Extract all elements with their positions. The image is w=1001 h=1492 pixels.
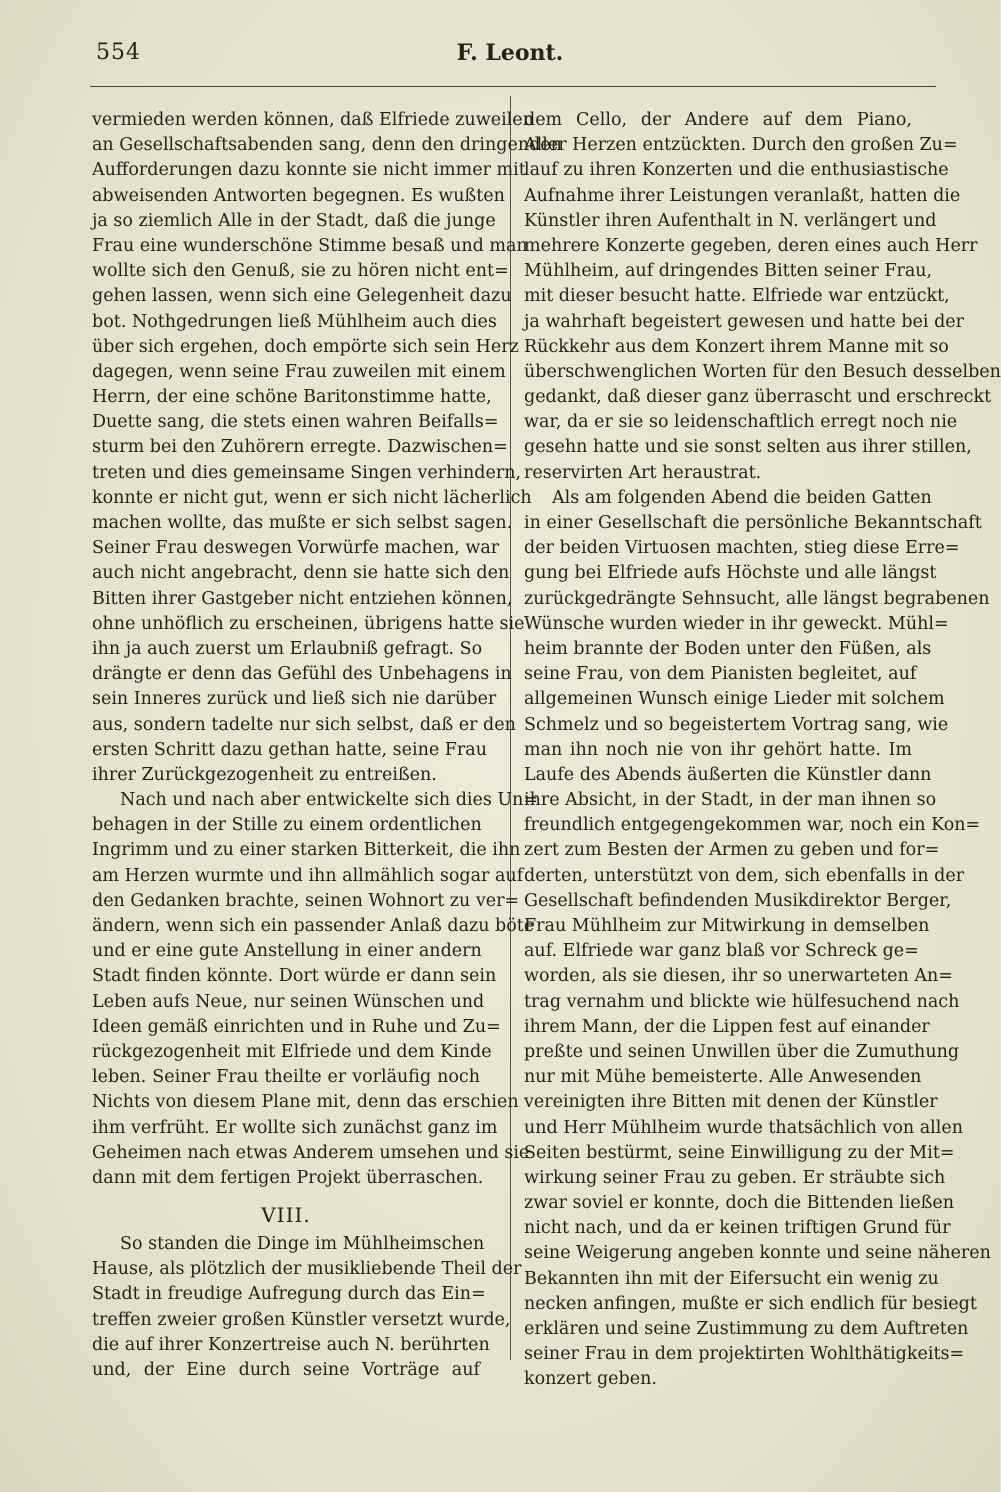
text-line: gesehn hatte und sie sonst selten aus ihrer stillen, xyxy=(524,437,972,458)
text-line: reservirten Art heraustrat. xyxy=(524,462,762,483)
text-line: seine Frau, von dem Pianisten begleitet, auf xyxy=(524,664,917,685)
text-line: Frau eine wunderschöne Stimme besaß und man xyxy=(92,235,528,256)
text-line: ja so ziemlich Alle in der Stadt, daß die junge xyxy=(92,210,496,231)
text-line: lauf zu ihren Konzerten und die enthusiastische xyxy=(524,160,949,181)
text-line: Duette sang, die stets einen wahren Beifalls= xyxy=(92,412,499,433)
text-line: Bekannten ihn mit der Eifersucht ein wenig zu xyxy=(524,1268,939,1289)
text-line: Stadt in freudige Aufregung durch das Ein= xyxy=(92,1284,486,1305)
running-head: F. Leont. xyxy=(456,40,564,66)
text-line: behagen in der Stille zu einem ordentlichen xyxy=(92,815,482,836)
text-line: Stadt finden könnte. Dort würde er dann sein xyxy=(92,966,497,987)
text-line: rückgezogenheit mit Elfriede und dem Kinde xyxy=(92,1041,492,1062)
text-line: aus, sondern tadelte nur sich selbst, daß er den xyxy=(92,714,516,735)
text-line: in einer Gesellschaft die persönliche Bekanntschaft xyxy=(524,513,982,533)
text-line: treffen zweier großen Künstler versetzt wurde, xyxy=(92,1309,511,1330)
paragraph xyxy=(524,486,991,1393)
text-line: vereinigten ihre Bitten mit denen der Künstler xyxy=(524,1092,938,1113)
right-column xyxy=(524,108,1001,1393)
text-line: nicht nach, und da er keinen triftigen Grund für xyxy=(524,1218,951,1239)
text-line: mit dieser besucht hatte. Elfriede war entzückt, xyxy=(524,286,950,307)
text-line: leben. Seiner Frau theilte er vorläufig noch xyxy=(92,1067,480,1088)
text-line: man ihn noch nie von ihr gehört hatte. Im xyxy=(524,739,912,760)
text-line: wirkung seiner Frau zu geben. Er sträubte sich xyxy=(524,1167,946,1188)
text-line: konnte er nicht gut, wenn er sich nicht lächerlich xyxy=(92,487,532,508)
text-line: Wünsche wurden wieder in ihr geweckt. Mühl= xyxy=(524,613,949,634)
paragraph xyxy=(524,108,1001,486)
chapter-heading: VIII. xyxy=(261,1203,311,1228)
text-line: freundlich entgegengekommen war, noch ein Kon= xyxy=(524,815,981,836)
text-line: vermieden werden können, daß Elfriede zuweilen xyxy=(92,110,534,130)
paragraph xyxy=(92,788,539,1191)
text-line: zurückgedrängte Sehnsucht, alle längst begrabenen xyxy=(524,588,990,609)
text-line: dem Cello, der Andere auf dem Piano, xyxy=(524,110,912,130)
text-line: den Gedanken brachte, seinen Wohnort zu ver= xyxy=(92,890,520,911)
text-line: wollte sich den Genuß, sie zu hören nicht ent= xyxy=(92,261,509,282)
text-line: und, der Eine durch seine Vorträge auf xyxy=(92,1360,480,1380)
page-number: 554 xyxy=(96,40,141,65)
text-line: Seiten bestürmt, seine Einwilligung zu der Mit= xyxy=(524,1142,955,1163)
text-line: preßte und seinen Unwillen über die Zumuthung xyxy=(524,1041,960,1062)
text-line: an Gesellschaftsabenden sang, denn den dringenden xyxy=(92,135,562,156)
text-line: trag vernahm und blickte wie hülfesuchend nach xyxy=(524,991,960,1012)
text-line: die auf ihrer Konzertreise auch N. berührten xyxy=(92,1334,490,1355)
text-line: seine Weigerung angeben konnte und seine näheren xyxy=(524,1243,991,1264)
text-line: Ideen gemäß einrichten und in Ruhe und Zu= xyxy=(92,1016,501,1037)
text-line: Mühlheim, auf dringendes Bitten seiner Frau, xyxy=(524,261,933,282)
text-line: gehen lassen, wenn sich eine Gelegenheit dazu xyxy=(92,286,512,307)
text-line: ersten Schritt dazu gethan hatte, seine Frau xyxy=(92,739,487,760)
text-line: dann mit dem fertigen Projekt überraschen. xyxy=(92,1167,484,1188)
text-line: Ingrimm und zu einer starken Bitterkeit, die ihn xyxy=(92,840,521,861)
text-line: ihn ja auch zuerst um Erlaubniß gefragt. So xyxy=(92,638,483,659)
text-line: sturm bei den Zuhörern erregte. Dazwischen= xyxy=(92,437,508,458)
text-line: Aufnahme ihrer Leistungen veranlaßt, hatten die xyxy=(524,185,961,206)
text-line: und er eine gute Anstellung in einer andern xyxy=(92,941,482,962)
text-line: Laufe des Abends äußerten die Künstler dann xyxy=(524,764,932,785)
text-line: war, da er sie so leidenschaftlich erregt noch nie xyxy=(524,412,958,433)
text-line: Künstler ihren Aufenthalt in N. verlängert und xyxy=(524,210,937,231)
text-line: Rückkehr aus dem Konzert ihrem Manne mit so xyxy=(524,336,949,357)
text-line: Leben aufs Neue, nur seinen Wünschen und xyxy=(92,991,485,1012)
header-rule xyxy=(90,86,936,87)
text-line: Aufforderungen dazu konnte sie nicht immer mit xyxy=(92,160,526,181)
text-line: Gesellschaft befindenden Musikdirektor Berger, xyxy=(524,890,952,911)
text-line: über sich ergehen, doch empörte sich sein Herz xyxy=(92,336,519,357)
text-line: ihrem Mann, der die Lippen fest auf einander xyxy=(524,1016,930,1037)
text-line: Herrn, der eine schöne Baritonstimme hatte, xyxy=(92,387,492,408)
text-line: treten und dies gemeinsame Singen verhindern, xyxy=(92,462,522,483)
text-line: ohne unhöflich zu erscheinen, übrigens hatte sie xyxy=(92,613,525,634)
text-line: auf. Elfriede war ganz blaß vor Schreck ge= xyxy=(524,941,919,962)
text-line: abweisenden Antworten begegnen. Es wußten xyxy=(92,185,505,206)
paragraph xyxy=(92,108,562,788)
text-line: nur mit Mühe bemeisterte. Alle Anwesenden xyxy=(524,1067,922,1088)
text-line: ihre Absicht, in der Stadt, in der man ihnen so xyxy=(524,790,937,811)
text-line: worden, als sie diesen, ihr so unerwarteten An= xyxy=(524,966,953,987)
text-line: Nach und nach aber entwickelte sich dies Un= xyxy=(120,790,539,811)
text-line: ihrer Zurückgezogenheit zu entreißen. xyxy=(92,764,437,785)
text-line: allgemeinen Wunsch einige Lieder mit solchem xyxy=(524,689,945,710)
text-line: gung bei Elfriede aufs Höchste und alle längst xyxy=(524,563,937,584)
text-line: Seiner Frau deswegen Vorwürfe machen, war xyxy=(92,538,500,559)
text-line: konzert geben. xyxy=(524,1369,657,1390)
text-line: Frau Mühlheim zur Mitwirkung in demselben xyxy=(524,916,930,936)
text-line: Nichts von diesem Plane mit, denn das erschien xyxy=(92,1092,519,1113)
text-line: seiner Frau in dem projektirten Wohlthätigkeits= xyxy=(524,1344,965,1365)
text-line: und Herr Mühlheim wurde thatsächlich von allen xyxy=(524,1117,963,1138)
text-line: necken anfingen, mußte er sich endlich für besiegt xyxy=(524,1293,977,1314)
text-line: machen wollte, das mußte er sich selbst sagen. xyxy=(92,513,513,533)
text-line: Aller Herzen entzückten. Durch den großen Zu= xyxy=(524,135,958,156)
text-line: ja wahrhaft begeistert gewesen und hatte bei der xyxy=(524,311,964,332)
text-line: derten, unterstützt von dem, sich ebenfalls in der xyxy=(524,865,965,886)
left-column xyxy=(92,108,562,1383)
text-line: auch nicht angebracht, denn sie hatte sich den xyxy=(92,563,510,584)
text-line: am Herzen wurmte und ihn allmählich sogar auf xyxy=(92,865,524,886)
text-line: der beiden Virtuosen machten, stieg diese Erre= xyxy=(524,538,960,559)
text-line: ihm verfrüht. Er wollte sich zunächst ganz im xyxy=(92,1117,498,1138)
text-line: drängte er denn das Gefühl des Unbehagens in xyxy=(92,664,512,685)
text-line: gedankt, daß dieser ganz überrascht und erschreckt xyxy=(524,387,992,408)
section-gap xyxy=(92,1191,480,1199)
text-line: überschwenglichen Worten für den Besuch desselben xyxy=(524,361,1001,382)
text-line: Schmelz und so begeistertem Vortrag sang, wie xyxy=(524,714,949,735)
text-line: So standen die Dinge im Mühlheimschen xyxy=(120,1234,485,1255)
text-line: ändern, wenn sich ein passender Anlaß dazu böte xyxy=(92,916,535,936)
text-line: Geheimen nach etwas Anderem umsehen und sie xyxy=(92,1142,530,1163)
text-line: dagegen, wenn seine Frau zuweilen mit einem xyxy=(92,361,506,382)
paragraph xyxy=(92,1232,522,1383)
text-line: mehrere Konzerte gegeben, deren eines auch Herr xyxy=(524,235,978,256)
text-line: zwar soviel er konnte, doch die Bittenden ließen xyxy=(524,1193,955,1214)
text-line: erklären und seine Zustimmung zu dem Auftreten xyxy=(524,1319,969,1339)
text-line: sein Inneres zurück und ließ sich nie darüber xyxy=(92,689,497,710)
text-line: Hause, als plötzlich der musikliebende Theil der xyxy=(92,1259,522,1280)
text-line: Als am folgenden Abend die beiden Gatten xyxy=(552,487,932,508)
text-line: zert zum Besten der Armen zu geben und for= xyxy=(524,840,940,861)
text-line: Bitten ihrer Gastgeber nicht entziehen können, xyxy=(92,588,513,609)
text-line: bot. Nothgedrungen ließ Mühlheim auch dies xyxy=(92,311,497,332)
text-line: heim brannte der Boden unter den Füßen, als xyxy=(524,638,932,659)
